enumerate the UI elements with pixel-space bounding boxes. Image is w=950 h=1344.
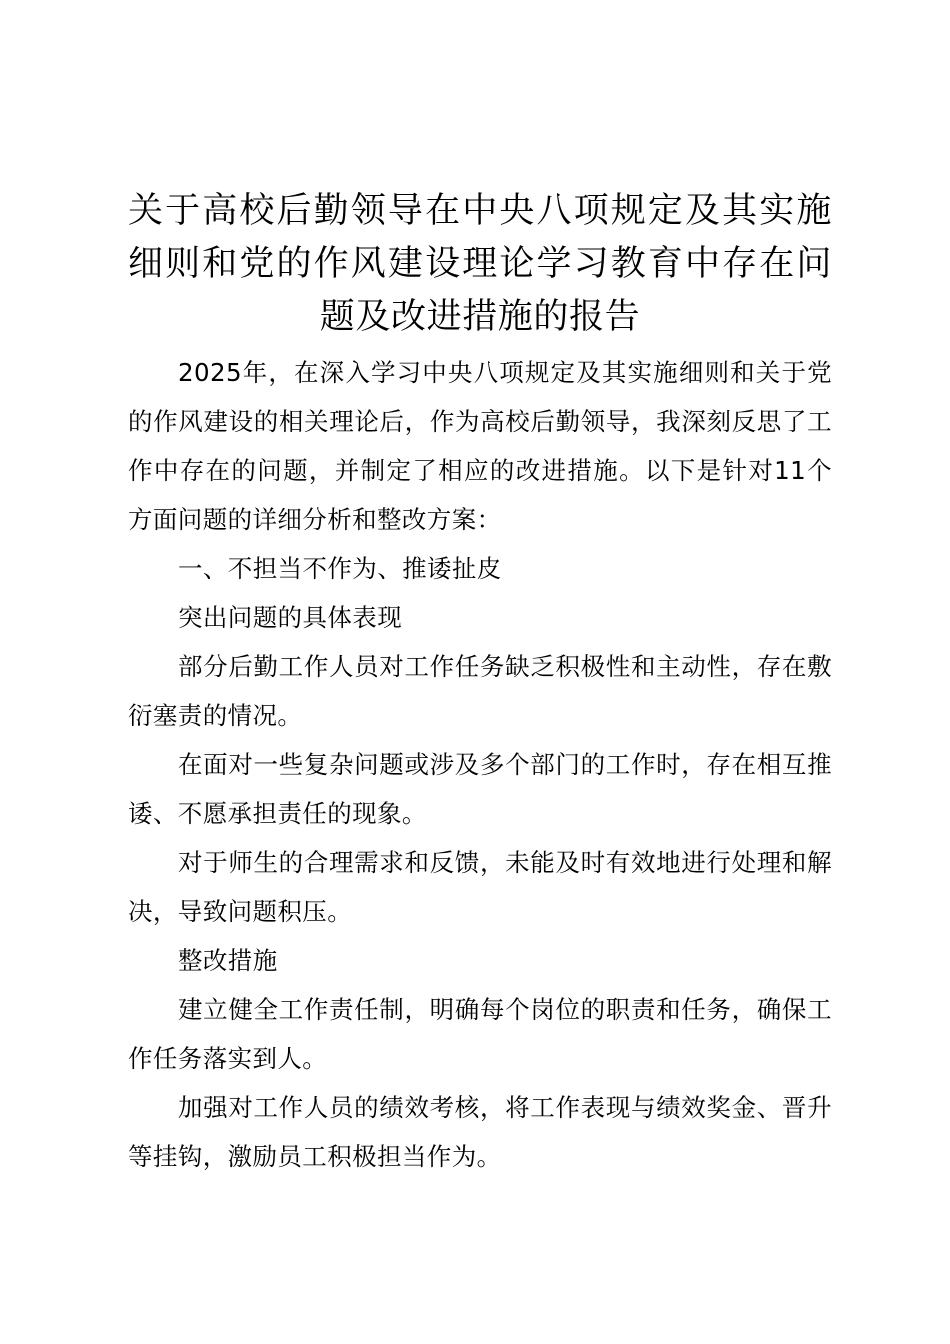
problem-paragraph: 部分后勤工作人员对工作任务缺乏积极性和主动性，存在敷衍塞责的情况。 bbox=[128, 652, 832, 730]
problem-paragraph: 对于师生的合理需求和反馈，未能及时有效地进行处理和解决，导致问题积压。 bbox=[128, 848, 832, 926]
subheading-problems: 突出问题的具体表现 bbox=[178, 603, 403, 632]
problem-paragraph: 在面对一些复杂问题或涉及多个部门的工作时，存在相互推诿、不愿承担责任的现象。 bbox=[128, 750, 832, 828]
document-page bbox=[128, 185, 832, 1181]
document-title: 关于高校后勤领导在中央八项规定及其实施细则和党的作风建设理论学习教育中存在问题及改进措施的报告 bbox=[128, 191, 832, 337]
section-heading: 一、不担当不作为、推诿扯皮 bbox=[178, 554, 502, 583]
measure-paragraph: 建立健全工作责任制，明确每个岗位的职责和任务，确保工作任务落实到人。 bbox=[128, 995, 832, 1073]
measure-paragraph: 加强对工作人员的绩效考核，将工作表现与绩效奖金、晋升等挂钩，激励员工积极担当作为。 bbox=[128, 1093, 832, 1171]
subheading-measures: 整改措施 bbox=[178, 946, 278, 975]
intro-paragraph: 2025年，在深入学习中央八项规定及其实施细则和关于党的作风建设的相关理论后，作为高校后勤领导，我深刻反思了工作中存在的问题，并制定了相应的改进措施。以下是针对11个方面问题的详细分析和整改方案： bbox=[128, 358, 832, 534]
